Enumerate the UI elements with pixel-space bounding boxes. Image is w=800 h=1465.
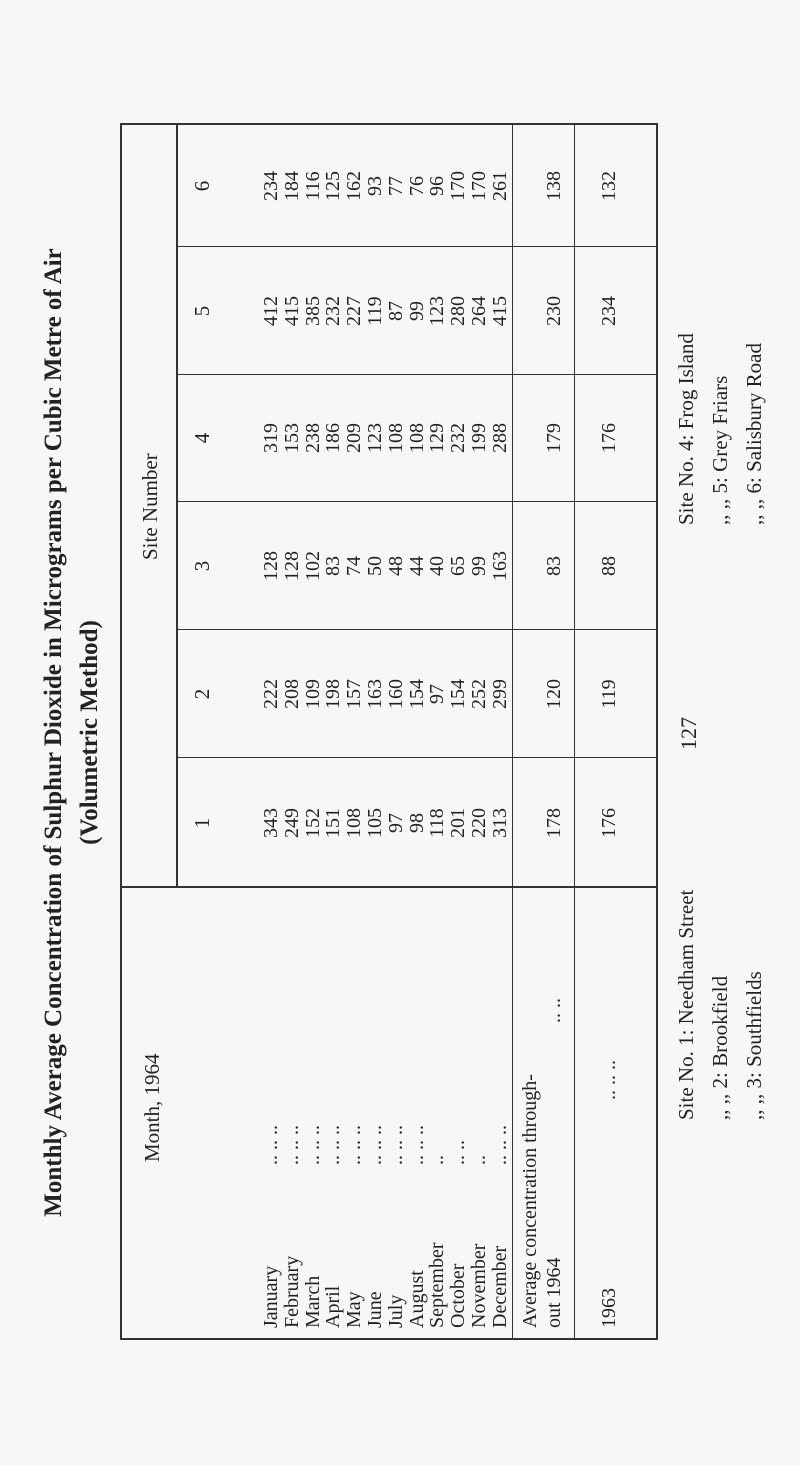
- month-column-header: Month, 1964: [140, 1053, 164, 1162]
- table-cell: 208: [280, 679, 303, 709]
- month-dots: .. ..: [447, 1140, 470, 1165]
- table-cell: 96: [426, 176, 449, 196]
- table-cell: 99: [405, 301, 428, 321]
- table-cell: 343: [260, 808, 282, 838]
- prior-year-value: 176: [598, 423, 620, 453]
- prior-year-dots: .. .. ..: [598, 1060, 620, 1100]
- average-value: 83: [543, 556, 565, 576]
- table-cell: 108: [343, 808, 366, 838]
- table-cell: 163: [488, 551, 511, 581]
- table-cell: 234: [260, 171, 282, 201]
- table-cell: 227: [343, 296, 366, 326]
- table-cell: 44: [405, 556, 428, 576]
- table-right-border: [120, 123, 658, 125]
- table-cell: 252: [468, 679, 490, 709]
- site-key-entry: ,, ,, 6: Salisbury Road: [742, 343, 766, 525]
- table-cell: 40: [426, 556, 449, 576]
- table-cell: 160: [384, 679, 407, 709]
- month-dots: .. .. ..: [343, 1125, 366, 1165]
- table-cell: 264: [468, 296, 490, 326]
- table-cell: 415: [488, 296, 511, 326]
- table-cell: 412: [260, 296, 282, 326]
- table-cell: 108: [384, 423, 407, 453]
- average-dots: .. ..: [543, 998, 565, 1023]
- month-dots: .. .. ..: [488, 1125, 511, 1165]
- table-subtitle: (Volumetric Method): [76, 620, 103, 845]
- average-label-line2: out 1964: [543, 1257, 565, 1328]
- month-label: February: [280, 1255, 303, 1328]
- table-cell: 232: [447, 423, 470, 453]
- month-label: April: [322, 1285, 345, 1328]
- site-key-entry: Site No. 1: Needham Street: [674, 889, 698, 1120]
- prior-year-value: 119: [598, 679, 620, 709]
- table-cell: 128: [260, 551, 282, 581]
- table-cell: 288: [488, 423, 511, 453]
- table-cell: 163: [364, 679, 386, 709]
- prior-year-value: 234: [598, 296, 620, 326]
- site-divider-5: [176, 246, 656, 247]
- average-top-rule: [512, 123, 513, 1340]
- table-cell: 123: [364, 423, 386, 453]
- table-cell: 97: [384, 813, 407, 833]
- site-number-header: Site Number: [138, 453, 162, 560]
- average-value: 178: [543, 808, 565, 838]
- month-dots: ..: [426, 1155, 449, 1165]
- table-cell: 184: [280, 171, 303, 201]
- table-cell: 249: [280, 808, 303, 838]
- table-cell: 280: [447, 296, 470, 326]
- table-cell: 108: [405, 423, 428, 453]
- table-cell: 261: [488, 171, 511, 201]
- table-cell: 199: [468, 423, 490, 453]
- table-cell: 385: [301, 296, 324, 326]
- average-value: 138: [543, 171, 565, 201]
- table-cell: 93: [364, 176, 386, 196]
- table-cell: 154: [447, 679, 470, 709]
- table-cell: 186: [322, 423, 345, 453]
- table-cell: 201: [447, 808, 470, 838]
- site-key-entry: Site No. 4: Frog Island: [674, 333, 698, 525]
- table-cell: 105: [364, 808, 386, 838]
- table-cell: 97: [426, 684, 449, 704]
- table-cell: 152: [301, 808, 324, 838]
- prior-year-value: 132: [598, 171, 620, 201]
- month-dots: .. .. ..: [405, 1125, 428, 1165]
- table-cell: 129: [426, 423, 449, 453]
- table-cell: 83: [322, 556, 345, 576]
- month-dots: .. .. ..: [301, 1125, 324, 1165]
- month-dots: .. .. ..: [384, 1125, 407, 1165]
- table-cell: 415: [280, 296, 303, 326]
- site-header-6: 6: [190, 180, 214, 192]
- table-top-border: [120, 123, 122, 1340]
- table-cell: 222: [260, 679, 282, 709]
- table-cell: 154: [405, 679, 428, 709]
- table-cell: 238: [301, 423, 324, 453]
- table-cell: 153: [280, 423, 303, 453]
- table-cell: 98: [405, 813, 428, 833]
- table-cell: 116: [301, 171, 324, 201]
- site-header-4: 4: [190, 432, 214, 444]
- month-label: May: [343, 1291, 366, 1328]
- site-divider-3: [176, 501, 656, 502]
- table-cell: 299: [488, 679, 511, 709]
- site-header-3: 3: [190, 560, 214, 572]
- month-label: December: [488, 1245, 511, 1328]
- table-title: Monthly Average Concentration of Sulphur Dioxide in Micrograms per Cubic Metre of Air: [40, 248, 67, 1217]
- month-label: March: [301, 1275, 324, 1328]
- month-label: October: [447, 1263, 470, 1328]
- table-cell: 87: [384, 301, 407, 321]
- month-dots: .. .. ..: [260, 1125, 282, 1165]
- month-label: January: [260, 1265, 282, 1328]
- month-label: August: [405, 1270, 428, 1328]
- month-label: July: [384, 1294, 407, 1328]
- table-cell: 170: [468, 171, 490, 201]
- table-cell: 119: [364, 296, 386, 326]
- prior-year-value: 88: [598, 556, 620, 576]
- site-divider-4: [176, 374, 656, 375]
- month-label: September: [426, 1242, 449, 1328]
- table-cell: 48: [384, 556, 407, 576]
- table-cell: 198: [322, 679, 345, 709]
- prior-year-label: 1963: [598, 1288, 620, 1328]
- table-cell: 162: [343, 171, 366, 201]
- table-cell: 77: [384, 176, 407, 196]
- table-cell: 128: [280, 551, 303, 581]
- site-key-entry: ,, ,, 2: Brookfield: [708, 975, 732, 1120]
- month-dots: .. .. ..: [322, 1125, 345, 1165]
- average-value: 120: [543, 679, 565, 709]
- month-label: June: [364, 1291, 386, 1328]
- table-cell: 125: [322, 171, 345, 201]
- site-key-entry: ,, ,, 3: Southfields: [742, 971, 766, 1120]
- prior-top-rule: [574, 123, 575, 1340]
- month-column-divider: [120, 886, 658, 888]
- table-left-border: [120, 1338, 658, 1340]
- table-cell: 76: [405, 176, 428, 196]
- table-cell: 123: [426, 296, 449, 326]
- site-divider-1: [176, 757, 656, 758]
- table-cell: 319: [260, 423, 282, 453]
- month-dots: .. .. ..: [280, 1125, 303, 1165]
- average-value: 230: [543, 296, 565, 326]
- site-divider-2: [176, 629, 656, 630]
- prior-year-value: 176: [598, 808, 620, 838]
- month-dots: ..: [468, 1155, 490, 1165]
- table-cell: 74: [343, 556, 366, 576]
- table-cell: 151: [322, 808, 345, 838]
- table-cell: 170: [447, 171, 470, 201]
- table-cell: 220: [468, 808, 490, 838]
- table-cell: 232: [322, 296, 345, 326]
- site-key-entry: ,, ,, 5: Grey Friars: [708, 375, 732, 525]
- page-number: 127: [676, 717, 701, 750]
- table-cell: 313: [488, 808, 511, 838]
- table-cell: 50: [364, 556, 386, 576]
- table-cell: 102: [301, 551, 324, 581]
- site-number-divider: [176, 123, 178, 888]
- table-cell: 109: [301, 679, 324, 709]
- table-cell: 118: [426, 808, 449, 838]
- table-bottom-border: [656, 123, 658, 1340]
- average-value: 179: [543, 423, 565, 453]
- month-label: November: [468, 1243, 490, 1328]
- table-cell: 209: [343, 423, 366, 453]
- site-header-2: 2: [190, 688, 214, 700]
- site-header-5: 5: [190, 305, 214, 317]
- table-cell: 157: [343, 679, 366, 709]
- site-header-1: 1: [190, 817, 214, 829]
- table-cell: 65: [447, 556, 470, 576]
- average-label-line1: Average concentration through-: [519, 1074, 541, 1328]
- table-cell: 99: [468, 556, 490, 576]
- month-dots: .. .. ..: [364, 1125, 386, 1165]
